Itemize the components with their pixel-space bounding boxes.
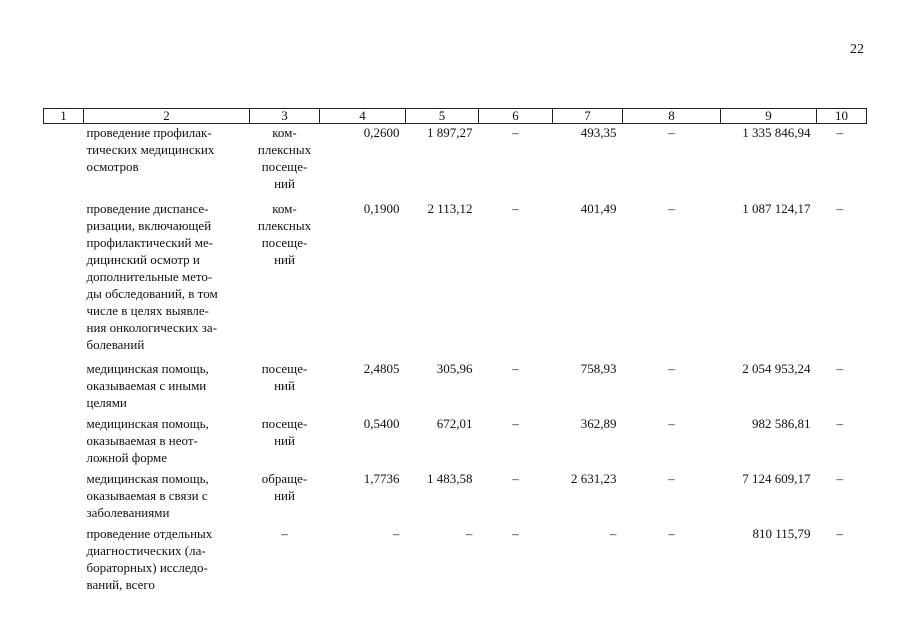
cell-col10-text: – [836, 415, 843, 431]
column-number-row [44, 109, 867, 124]
cell-unit-text: ком- плексных посеще- ний [257, 125, 312, 191]
cell-col6 [479, 470, 553, 525]
cell-service-name [84, 360, 250, 415]
cell-col4 [320, 525, 406, 595]
cell-col9-text: 982 586,81 [752, 415, 811, 431]
cell-col1 [44, 360, 84, 415]
cell-col8-text: – [668, 415, 675, 431]
cell-col8 [623, 360, 721, 415]
cell-service-name-text: медицинская помощь, оказываемая с иными целями [86, 360, 209, 410]
cell-unit [250, 525, 320, 595]
cell-col6-text: – [512, 125, 519, 140]
cell-col9 [721, 200, 817, 360]
cell-col7-text: 758,93 [580, 360, 617, 376]
cell-col5 [406, 360, 479, 415]
table-row [44, 360, 867, 415]
cell-col4-text: 0,1900 [363, 200, 400, 216]
column-header: 6 [479, 109, 553, 124]
cell-col10-text: – [836, 525, 843, 541]
cell-col10 [817, 200, 867, 360]
cell-col9-text: 1 335 846,94 [742, 125, 811, 140]
column-header: 1 [44, 109, 84, 124]
cell-col4-text: – [393, 525, 400, 541]
cell-col7-text: 362,89 [580, 415, 617, 431]
cell-col8 [623, 470, 721, 525]
cell-col10 [817, 360, 867, 415]
cell-unit-text: ком- плексных посеще- ний [257, 200, 312, 267]
cell-unit-text: посеще- ний [261, 415, 308, 448]
cell-col10-text: – [836, 470, 843, 486]
cell-col9-text: 2 054 953,24 [742, 360, 811, 376]
table-row [44, 124, 867, 200]
cell-service-name [84, 200, 250, 360]
table-row [44, 200, 867, 360]
cell-unit-text: – [281, 525, 288, 541]
cell-unit [250, 415, 320, 470]
cell-service-name-text: проведение отдельных диагностических (ла- бораторных) исследо- ваний, всего [86, 525, 213, 592]
table-row [44, 525, 867, 595]
cell-col8-text: – [668, 525, 675, 541]
cell-col10 [817, 415, 867, 470]
cell-col5 [406, 470, 479, 525]
cell-col7-text: 2 631,23 [571, 470, 617, 486]
cell-col5-text: 305,96 [436, 360, 473, 376]
cell-col9-text: 1 087 124,17 [742, 200, 811, 216]
cell-service-name-text: медицинская помощь, оказываемая в неот- ложной форме [86, 415, 209, 465]
cell-col4 [320, 124, 406, 200]
cell-col4 [320, 360, 406, 415]
cell-col5-text: 1 483,58 [427, 470, 473, 486]
cell-col6 [479, 415, 553, 470]
cell-col6-text: – [512, 470, 519, 486]
cell-col7-text: 493,35 [580, 125, 617, 140]
cell-service-name [84, 415, 250, 470]
cell-col4-text: 0,5400 [363, 415, 400, 431]
cell-col9 [721, 470, 817, 525]
cell-col7-text: – [610, 525, 617, 541]
cell-col8 [623, 124, 721, 200]
cell-col8 [623, 200, 721, 360]
cell-col7 [553, 124, 623, 200]
cell-col6 [479, 525, 553, 595]
cell-col5 [406, 124, 479, 200]
cell-col4-text: 2,4805 [363, 360, 400, 376]
cell-col7 [553, 470, 623, 525]
cell-col9 [721, 360, 817, 415]
cell-col7 [553, 415, 623, 470]
cell-col8-text: – [668, 470, 675, 486]
cell-col1 [44, 525, 84, 595]
cell-unit-text: посеще- ний [261, 360, 308, 393]
cell-col6 [479, 360, 553, 415]
cell-col9-text: 810 115,79 [752, 525, 811, 541]
cell-col4-text: 0,2600 [363, 125, 400, 140]
cell-col8 [623, 525, 721, 595]
table-row [44, 415, 867, 470]
cell-col6-text: – [512, 525, 519, 541]
cell-service-name-text: медицинская помощь, оказываемая в связи с заболеваниями [86, 470, 209, 520]
cell-col5-text: – [466, 525, 473, 541]
column-header: 9 [721, 109, 817, 124]
cell-service-name-text: проведение диспансе- ризации, включающей профилактический ме- дицинский осмотр и дополнительные мето- ды обследований, в том числе в целях выявле- ния онкологических за- болеваний [86, 200, 218, 352]
data-table [43, 108, 867, 595]
cell-col8 [623, 415, 721, 470]
cell-col5 [406, 415, 479, 470]
column-header: 10 [817, 109, 867, 124]
cell-col1 [44, 200, 84, 360]
cell-col10 [817, 124, 867, 200]
column-header: 8 [623, 109, 721, 124]
cell-col4-text: 1,7736 [363, 470, 400, 486]
cell-col5-text: 672,01 [436, 415, 473, 431]
cell-col9 [721, 124, 817, 200]
cell-service-name [84, 470, 250, 525]
cell-unit [250, 124, 320, 200]
cell-unit [250, 470, 320, 525]
cell-col10-text: – [836, 360, 843, 376]
cell-col8-text: – [668, 360, 675, 376]
cell-col8-text: – [668, 200, 675, 216]
cell-unit [250, 200, 320, 360]
cell-col10 [817, 525, 867, 595]
column-header: 5 [406, 109, 479, 124]
cell-col7 [553, 360, 623, 415]
cell-col5 [406, 200, 479, 360]
cell-col9 [721, 415, 817, 470]
cell-col6-text: – [512, 415, 519, 431]
cell-col4 [320, 470, 406, 525]
page-number: 22 [850, 42, 864, 57]
cell-col1 [44, 415, 84, 470]
cell-col9-text: 7 124 609,17 [742, 470, 811, 486]
cell-col1 [44, 470, 84, 525]
cell-col6-text: – [512, 200, 519, 216]
cell-col10 [817, 470, 867, 525]
cell-col7 [553, 200, 623, 360]
cell-col7-text: 401,49 [580, 200, 617, 216]
cell-col5-text: 1 897,27 [427, 125, 473, 140]
cell-col1 [44, 124, 84, 200]
column-header: 2 [84, 109, 250, 124]
cell-col9 [721, 525, 817, 595]
cell-col6 [479, 124, 553, 200]
cell-col8-text: – [668, 125, 675, 140]
column-header: 4 [320, 109, 406, 124]
cell-unit [250, 360, 320, 415]
cell-service-name [84, 124, 250, 200]
column-header: 7 [553, 109, 623, 124]
cell-col10-text: – [836, 200, 843, 216]
cell-col7 [553, 525, 623, 595]
cell-col4 [320, 415, 406, 470]
cell-col5 [406, 525, 479, 595]
column-header: 3 [250, 109, 320, 124]
cell-col6 [479, 200, 553, 360]
cell-col10-text: – [836, 125, 843, 140]
cell-col4 [320, 200, 406, 360]
table-row [44, 470, 867, 525]
cell-col6-text: – [512, 360, 519, 376]
cell-service-name [84, 525, 250, 595]
cell-service-name-text: проведение профилак- тических медицинских осмотров [86, 125, 215, 174]
cell-unit-text: обраще- ний [261, 470, 308, 503]
cell-col5-text: 2 113,12 [427, 200, 473, 216]
